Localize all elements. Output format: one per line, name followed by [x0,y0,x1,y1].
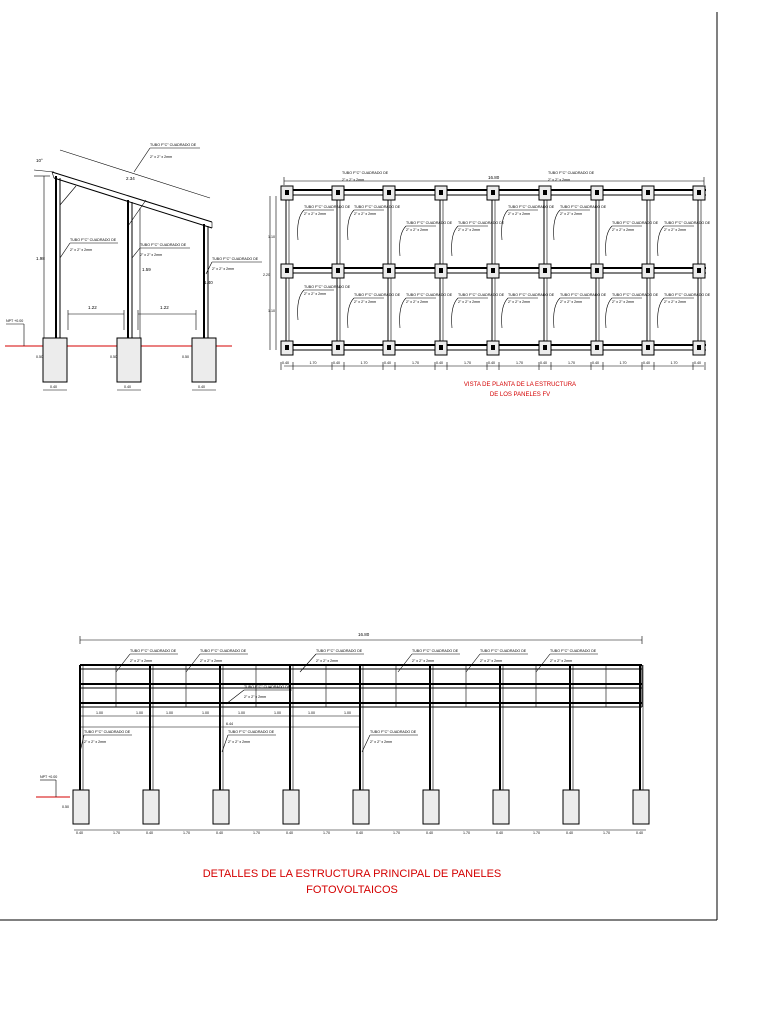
front-segment-dims [96,711,351,715]
plan-post [336,345,340,350]
plan-bottom-dims [281,361,705,370]
plan-title-line1: VISTA DE PLANTA DE LA ESTRUCTURA [463,382,577,388]
front-nivel-label: NPT +0.00 [40,775,58,779]
plan-post [646,345,650,350]
svg-text:TUBO F°C° CUADRADO DE: TUBO F°C° CUADRADO DE [480,649,527,653]
plan-dim-footing: 0.40 [384,361,391,365]
front-footing [283,790,299,824]
dim-height-mid: 1.59 [142,267,151,272]
svg-text:TUBO F°C° CUADRADO DE: TUBO F°C° CUADRADO DE [316,649,363,653]
plan-dim-footing: 0.40 [592,361,599,365]
plan-callout-label-1: TUBO F°C° CUADRADO DE [458,293,505,297]
plan-dim-bay: 1.70 [309,361,317,365]
front-dim-bay: 1.70 [603,831,610,835]
sheet-border [0,12,717,920]
plan-post [439,190,443,195]
plan-post [543,345,547,350]
plan-callout-label-2: 2" x 2" x 2mm [664,228,687,232]
front-dim-footing: 0.40 [496,831,503,835]
plan-callout-label-1: TUBO F°C° CUADRADO DE [406,221,453,225]
front-dim-segment: 1.00 [136,711,143,715]
front-dim-segment: 1.00 [238,711,245,715]
plan-callout-label-2: 2" x 2" x 2mm [406,300,429,304]
svg-text:TUBO F°C° CUADRADO DE: TUBO F°C° CUADRADO DE [370,730,417,734]
plan-callout-label-1: TUBO F°C° CUADRADO DE [354,293,401,297]
plan-callout-label-2: 2" x 2" x 2mm [304,212,327,216]
front-footing-depth: 0.50 [62,805,69,809]
plan-callout-label-1: TUBO F°C° CUADRADO DE [560,293,607,297]
plan-post [439,345,443,350]
elev-tube-callout-2-l2: 2" x 2" x 2mm [70,248,93,252]
plan-dim-bay: 1.70 [670,361,678,365]
elev-tube-callout-2-l1: TUBO F°C° CUADRADO DE [70,238,117,242]
plan-callout-label-2: 2" x 2" x 2mm [560,212,583,216]
svg-text:2" x 2" x 2mm: 2" x 2" x 2mm [412,659,435,663]
elev-tube-callout-1-l2: 2" x 2" x 2mm [150,155,173,159]
dim-height-left: 1.98 [36,256,45,261]
plan-post [387,345,391,350]
plan-callout-label-2: 2" x 2" x 2mm [406,228,429,232]
plan-callout-label-2: 2" x 2" x 2mm [664,300,687,304]
plan-post [697,190,701,195]
plan-callout-label-1: TUBO F°C° CUADRADO DE [664,293,711,297]
svg-text:2" x 2" x 2mm: 2" x 2" x 2mm [370,740,393,744]
plan-callout-label-1: TUBO F°C° CUADRADO DE [304,205,351,209]
front-footing [143,790,159,824]
plan-callout-label-2: 2" x 2" x 2mm [354,212,377,216]
dim-rafter: 2.34 [126,176,135,181]
footing-depth-3: 0.50 [182,355,189,359]
svg-text:2" x 2" x 2mm: 2" x 2" x 2mm [244,695,267,699]
front-elevation [36,632,649,835]
front-callout-9 [222,730,276,752]
plan-post [646,190,650,195]
front-dim-bay: 1.70 [533,831,540,835]
front-dim-footing: 0.40 [636,831,643,835]
elev-tube-callout-4-l2: 2" x 2" x 2mm [212,267,235,271]
footing-depth-2: 0.50 [110,355,117,359]
dim-height-right: 1.40 [204,280,213,285]
front-dim-segment: 1.00 [166,711,173,715]
plan-dim-footing: 0.40 [488,361,495,365]
plan-dim-footing: 0.40 [643,361,650,365]
plan-dim-footing: 0.40 [333,361,340,365]
front-footing [493,790,509,824]
plan-callout-label-2: 2" x 2" x 2mm [508,212,531,216]
svg-text:TUBO F°C° CUADRADO DE: TUBO F°C° CUADRADO DE [550,649,597,653]
plan-top-callout-1: TUBO F°C° CUADRADO DE [548,171,595,175]
front-callout-8 [80,730,132,752]
plan-callout-label-1: TUBO F°C° CUADRADO DE [406,293,453,297]
svg-text:2" x 2" x 2mm: 2" x 2" x 2mm [200,659,223,663]
plan-post [336,268,340,273]
front-dim-partial: 6.44 [226,722,233,726]
front-footing [73,790,89,824]
plan-post [439,268,443,273]
front-dim-bay: 1.70 [253,831,260,835]
plan-top-callout-2: 2" x 2" x 2mm [342,178,365,182]
plan-callout-label-1: TUBO F°C° CUADRADO DE [664,221,711,225]
elev-tube-callout-4-l1: TUBO F°C° CUADRADO DE [212,257,259,261]
sheet-title-line2: FOTOVOLTAICOS [306,884,398,896]
footing-1 [43,338,67,382]
front-dim-footing: 0.40 [146,831,153,835]
sheet-title [203,868,502,896]
front-footing [633,790,649,824]
plan-callout-label-2: 2" x 2" x 2mm [354,300,377,304]
plan-callout-label-1: TUBO F°C° CUADRADO DE [612,221,659,225]
plan-dim-row-bottom: 1.10 [268,309,275,313]
plan-post [285,190,289,195]
front-footing [213,790,229,824]
plan-callout-label-1: TUBO F°C° CUADRADO DE [508,293,555,297]
footing-depth-1: 0.50 [36,355,43,359]
front-dim-bay: 1.70 [323,831,330,835]
front-dim-bay: 1.70 [113,831,120,835]
plan-post [595,190,599,195]
elev-tube-callout-3-l2: 2" x 2" x 2mm [140,253,163,257]
footing-width-2: 0.40 [124,385,131,389]
svg-text:TUBO F°C° CUADRADO DE: TUBO F°C° CUADRADO DE [228,730,275,734]
plan-dim-footing: 0.40 [540,361,547,365]
front-dim-footing: 0.40 [286,831,293,835]
dim-span-left: 1.22 [88,305,97,310]
plan-dim-footing: 0.40 [282,361,289,365]
plan-columns [281,171,711,355]
svg-text:2" x 2" x 2mm: 2" x 2" x 2mm [316,659,339,663]
plan-dim-row-top: 1.10 [268,235,275,239]
plan-callout-label-2: 2" x 2" x 2mm [560,300,583,304]
footing-width-3: 0.40 [198,385,205,389]
plan-title-line2: DE LOS PANELES FV [489,392,551,398]
front-dim-footing: 0.40 [356,831,363,835]
plan-dim-bay: 1.70 [360,361,368,365]
plan-view [263,171,711,398]
plan-dim-bay: 1.70 [412,361,419,365]
side-elevation-detail [5,143,262,390]
plan-callout-label-2: 2" x 2" x 2mm [508,300,531,304]
front-dim-bay: 1.70 [463,831,470,835]
front-footing [353,790,369,824]
plan-callout-label-1: TUBO F°C° CUADRADO DE [304,285,351,289]
plan-top-callout-1: TUBO F°C° CUADRADO DE [342,171,389,175]
plan-callout-label-2: 2" x 2" x 2mm [458,228,481,232]
elev-tube-callout-1-l1: TUBO F°C° CUADRADO DE [150,143,197,147]
svg-text:TUBO F°C° CUADRADO DE: TUBO F°C° CUADRADO DE [84,730,131,734]
plan-callout-label-1: TUBO F°C° CUADRADO DE [354,205,401,209]
svg-text:2" x 2" x 2mm: 2" x 2" x 2mm [84,740,107,744]
front-dim-segment: 1.00 [274,711,281,715]
front-dim-footing: 0.40 [566,831,573,835]
front-dim-footing: 0.40 [216,831,223,835]
front-dim-footing: 0.40 [76,831,83,835]
plan-post [595,345,599,350]
sheet-title-line1: DETALLES DE LA ESTRUCTURA PRINCIPAL DE PANELES [202,868,502,880]
plan-post [491,190,495,195]
front-dim-footing: 0.40 [426,831,433,835]
front-callout-10 [362,730,418,752]
plan-callout-label-2: 2" x 2" x 2mm [612,228,635,232]
front-dim-total: 16.80 [358,632,370,637]
angle-label: 10° [36,158,43,163]
plan-callout-label-1: TUBO F°C° CUADRADO DE [560,205,607,209]
plan-dim-footing: 0.40 [694,361,701,365]
plan-post [491,268,495,273]
plan-callout-label-2: 2" x 2" x 2mm [304,292,327,296]
plan-dim-bay: 1.70 [619,361,627,365]
plan-dim-footing: 0.40 [436,361,443,365]
plan-dim-bay: 1.70 [516,361,523,365]
front-footing [423,790,439,824]
front-dim-segment: 1.00 [308,711,315,715]
plan-dim-overall-height: 2.20 [263,273,270,277]
svg-text:TUBO F°C° CUADRADO DE: TUBO F°C° CUADRADO DE [200,649,247,653]
front-footing [563,790,579,824]
front-dim-bay: 1.70 [183,831,190,835]
svg-text:2" x 2" x 2mm: 2" x 2" x 2mm [228,740,251,744]
plan-callout-label-2: 2" x 2" x 2mm [458,300,481,304]
front-bottom-dims [76,831,643,835]
plan-dim-bay: 1.70 [568,361,575,365]
plan-post [595,268,599,273]
plan-dim-total: 16.80 [488,175,500,180]
plan-post [387,268,391,273]
svg-text:2" x 2" x 2mm: 2" x 2" x 2mm [550,659,573,663]
plan-post [543,268,547,273]
plan-post [697,345,701,350]
svg-text:2" x 2" x 2mm: 2" x 2" x 2mm [480,659,503,663]
plan-post [336,190,340,195]
plan-post [491,345,495,350]
plan-post [697,268,701,273]
svg-text:TUBO F°C° CUADRADO DE: TUBO F°C° CUADRADO DE [412,649,459,653]
plan-callout-label-2: 2" x 2" x 2mm [612,300,635,304]
dim-span-right: 1.22 [160,305,169,310]
plan-top-callout-2: 2" x 2" x 2mm [548,178,571,182]
plan-dim-bay: 1.70 [464,361,471,365]
plan-callout-label-1: TUBO F°C° CUADRADO DE [458,221,505,225]
front-dim-bay: 1.70 [393,831,400,835]
footing-2 [117,338,141,382]
plan-post [646,268,650,273]
plan-post [285,268,289,273]
elev-tube-callout-3-l1: TUBO F°C° CUADRADO DE [140,243,187,247]
front-dim-segment: 1.00 [96,711,103,715]
front-dim-segment: 1.00 [202,711,209,715]
footing-3 [192,338,216,382]
nivel-label: NPT +0.00 [6,319,24,323]
plan-post [387,190,391,195]
plan-callout-label-1: TUBO F°C° CUADRADO DE [612,293,659,297]
front-columns [73,665,649,824]
svg-text:2" x 2" x 2mm: 2" x 2" x 2mm [130,659,153,663]
plan-post [543,190,547,195]
plan-post [285,345,289,350]
footing-width-1: 0.40 [50,385,57,389]
front-dim-segment: 1.00 [344,711,351,715]
plan-callout-label-1: TUBO F°C° CUADRADO DE [508,205,555,209]
svg-text:TUBO F°C° CUADRADO DE: TUBO F°C° CUADRADO DE [244,685,291,689]
svg-text:TUBO F°C° CUADRADO DE: TUBO F°C° CUADRADO DE [130,649,177,653]
